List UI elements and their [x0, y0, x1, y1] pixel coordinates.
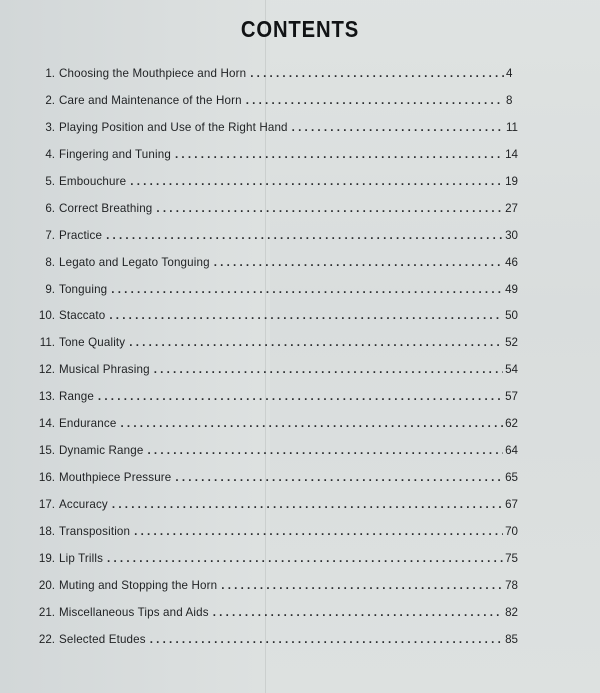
dot-leader [250, 67, 504, 80]
dot-leader [154, 363, 503, 376]
entry-title: Muting and Stopping the Horn [59, 578, 218, 592]
entry-title: Range [59, 390, 94, 404]
toc-entry [29, 390, 518, 417]
entry-title: Care and Maintenance of the Horn [59, 93, 242, 107]
dot-leader [213, 606, 503, 619]
entry-number: 3. [45, 120, 55, 134]
entry-number: 14. [38, 417, 55, 431]
entry-title: Correct Breathing [59, 201, 153, 215]
entry-number: 21. [38, 605, 55, 619]
toc-entry [29, 633, 518, 660]
dot-leader [130, 175, 503, 188]
toc-entry [29, 67, 518, 94]
entry-title: Endurance [59, 417, 117, 431]
toc-entry [29, 148, 518, 175]
toc-entry [29, 552, 518, 579]
dot-leader [214, 256, 503, 269]
entry-page-number: 14 [505, 147, 518, 161]
toc-entry [29, 606, 518, 633]
entry-page-number: 65 [505, 471, 518, 485]
toc-entry [29, 471, 518, 498]
entry-page-number: 54 [505, 363, 518, 377]
entry-page-number: 4 [506, 67, 513, 80]
dot-leader [106, 229, 503, 242]
entry-number: 1. [45, 67, 55, 80]
entry-number: 6. [45, 201, 55, 215]
entry-number: 9. [45, 282, 55, 296]
dot-leader [246, 94, 504, 107]
toc-entry [29, 336, 518, 363]
dot-leader [150, 633, 503, 646]
dot-leader [129, 336, 503, 349]
entry-page-number: 85 [505, 632, 518, 646]
entry-number: 5. [45, 174, 55, 188]
entry-page-number: 70 [505, 524, 518, 538]
entry-title: Mouthpiece Pressure [59, 471, 172, 485]
entry-number: 19. [38, 551, 55, 565]
entry-number: 20. [38, 578, 55, 592]
dot-leader [109, 309, 503, 322]
entry-number: 8. [45, 255, 55, 269]
toc-entry [29, 309, 518, 336]
entry-page-number: 82 [505, 605, 518, 619]
dot-leader [120, 417, 503, 430]
toc-entry [29, 525, 518, 552]
entry-title: Embouchure [59, 174, 127, 188]
toc-entry [29, 283, 518, 310]
entry-page-number: 11 [505, 120, 518, 134]
entry-number: 22. [38, 632, 55, 646]
entry-page-number: 46 [505, 255, 518, 269]
toc-entry [29, 202, 518, 229]
entry-number: 2. [45, 93, 55, 107]
entry-title: Selected Etudes [59, 632, 146, 646]
entry-page-number: 67 [505, 498, 518, 511]
entry-page-number: 57 [505, 390, 518, 404]
dot-leader [175, 148, 503, 161]
toc-entry [29, 229, 518, 256]
entry-number: 17. [38, 498, 55, 511]
dot-leader [98, 390, 503, 403]
entry-number: 10. [38, 309, 55, 323]
toc-entry [29, 94, 518, 121]
page-title: CONTENTS [240, 16, 360, 42]
dot-leader [221, 579, 503, 592]
entry-title: Playing Position and Use of the Right Hand [59, 120, 288, 134]
entry-title: Practice [59, 228, 103, 242]
entry-number: 11. [39, 336, 55, 350]
entry-number: 7. [45, 228, 55, 242]
entry-title: Lip Trills [59, 551, 104, 565]
toc-entry [29, 579, 518, 606]
entry-page-number: 52 [505, 336, 518, 350]
entry-title: Fingering and Tuning [59, 147, 171, 161]
dot-leader [107, 552, 503, 565]
entry-number: 12. [38, 363, 55, 377]
toc-entry [29, 256, 518, 283]
entry-number: 16. [38, 471, 55, 485]
entry-title: Tonguing [59, 282, 108, 296]
toc-entry [29, 121, 518, 148]
entry-title: Choosing the Mouthpiece and Horn [59, 67, 247, 80]
entry-number: 18. [38, 524, 55, 538]
entry-title: Legato and Legato Tonguing [59, 255, 210, 269]
entry-page-number: 50 [505, 309, 518, 323]
entry-title: Accuracy [59, 498, 108, 511]
dot-leader [292, 121, 504, 134]
dot-leader [134, 525, 503, 538]
dot-leader [175, 471, 503, 484]
entry-number: 13. [38, 390, 55, 404]
entry-page-number: 8 [506, 93, 513, 107]
entry-page-number: 19 [505, 174, 518, 188]
toc-entry [29, 175, 518, 202]
entry-title: Staccato [59, 309, 106, 323]
entry-page-number: 78 [505, 578, 518, 592]
entry-number: 15. [38, 444, 55, 458]
table-of-contents [29, 67, 518, 660]
entry-page-number: 62 [505, 417, 518, 431]
dot-leader [112, 498, 503, 511]
entry-page-number: 27 [505, 201, 518, 215]
entry-number: 4. [45, 147, 55, 161]
entry-title: Dynamic Range [59, 444, 144, 458]
entry-page-number: 49 [505, 282, 518, 296]
toc-entry [29, 498, 518, 525]
toc-entry [29, 444, 518, 471]
dot-leader [147, 444, 503, 457]
dot-leader [111, 283, 503, 296]
toc-entry [29, 417, 518, 444]
entry-title: Miscellaneous Tips and Aids [59, 605, 209, 619]
entry-page-number: 64 [505, 444, 518, 458]
entry-page-number: 30 [505, 228, 518, 242]
entry-title: Musical Phrasing [59, 363, 150, 377]
entry-page-number: 75 [505, 551, 518, 565]
entry-title: Tone Quality [59, 336, 126, 350]
dot-leader [156, 202, 503, 215]
toc-entry [29, 363, 518, 390]
entry-title: Transposition [59, 524, 131, 538]
